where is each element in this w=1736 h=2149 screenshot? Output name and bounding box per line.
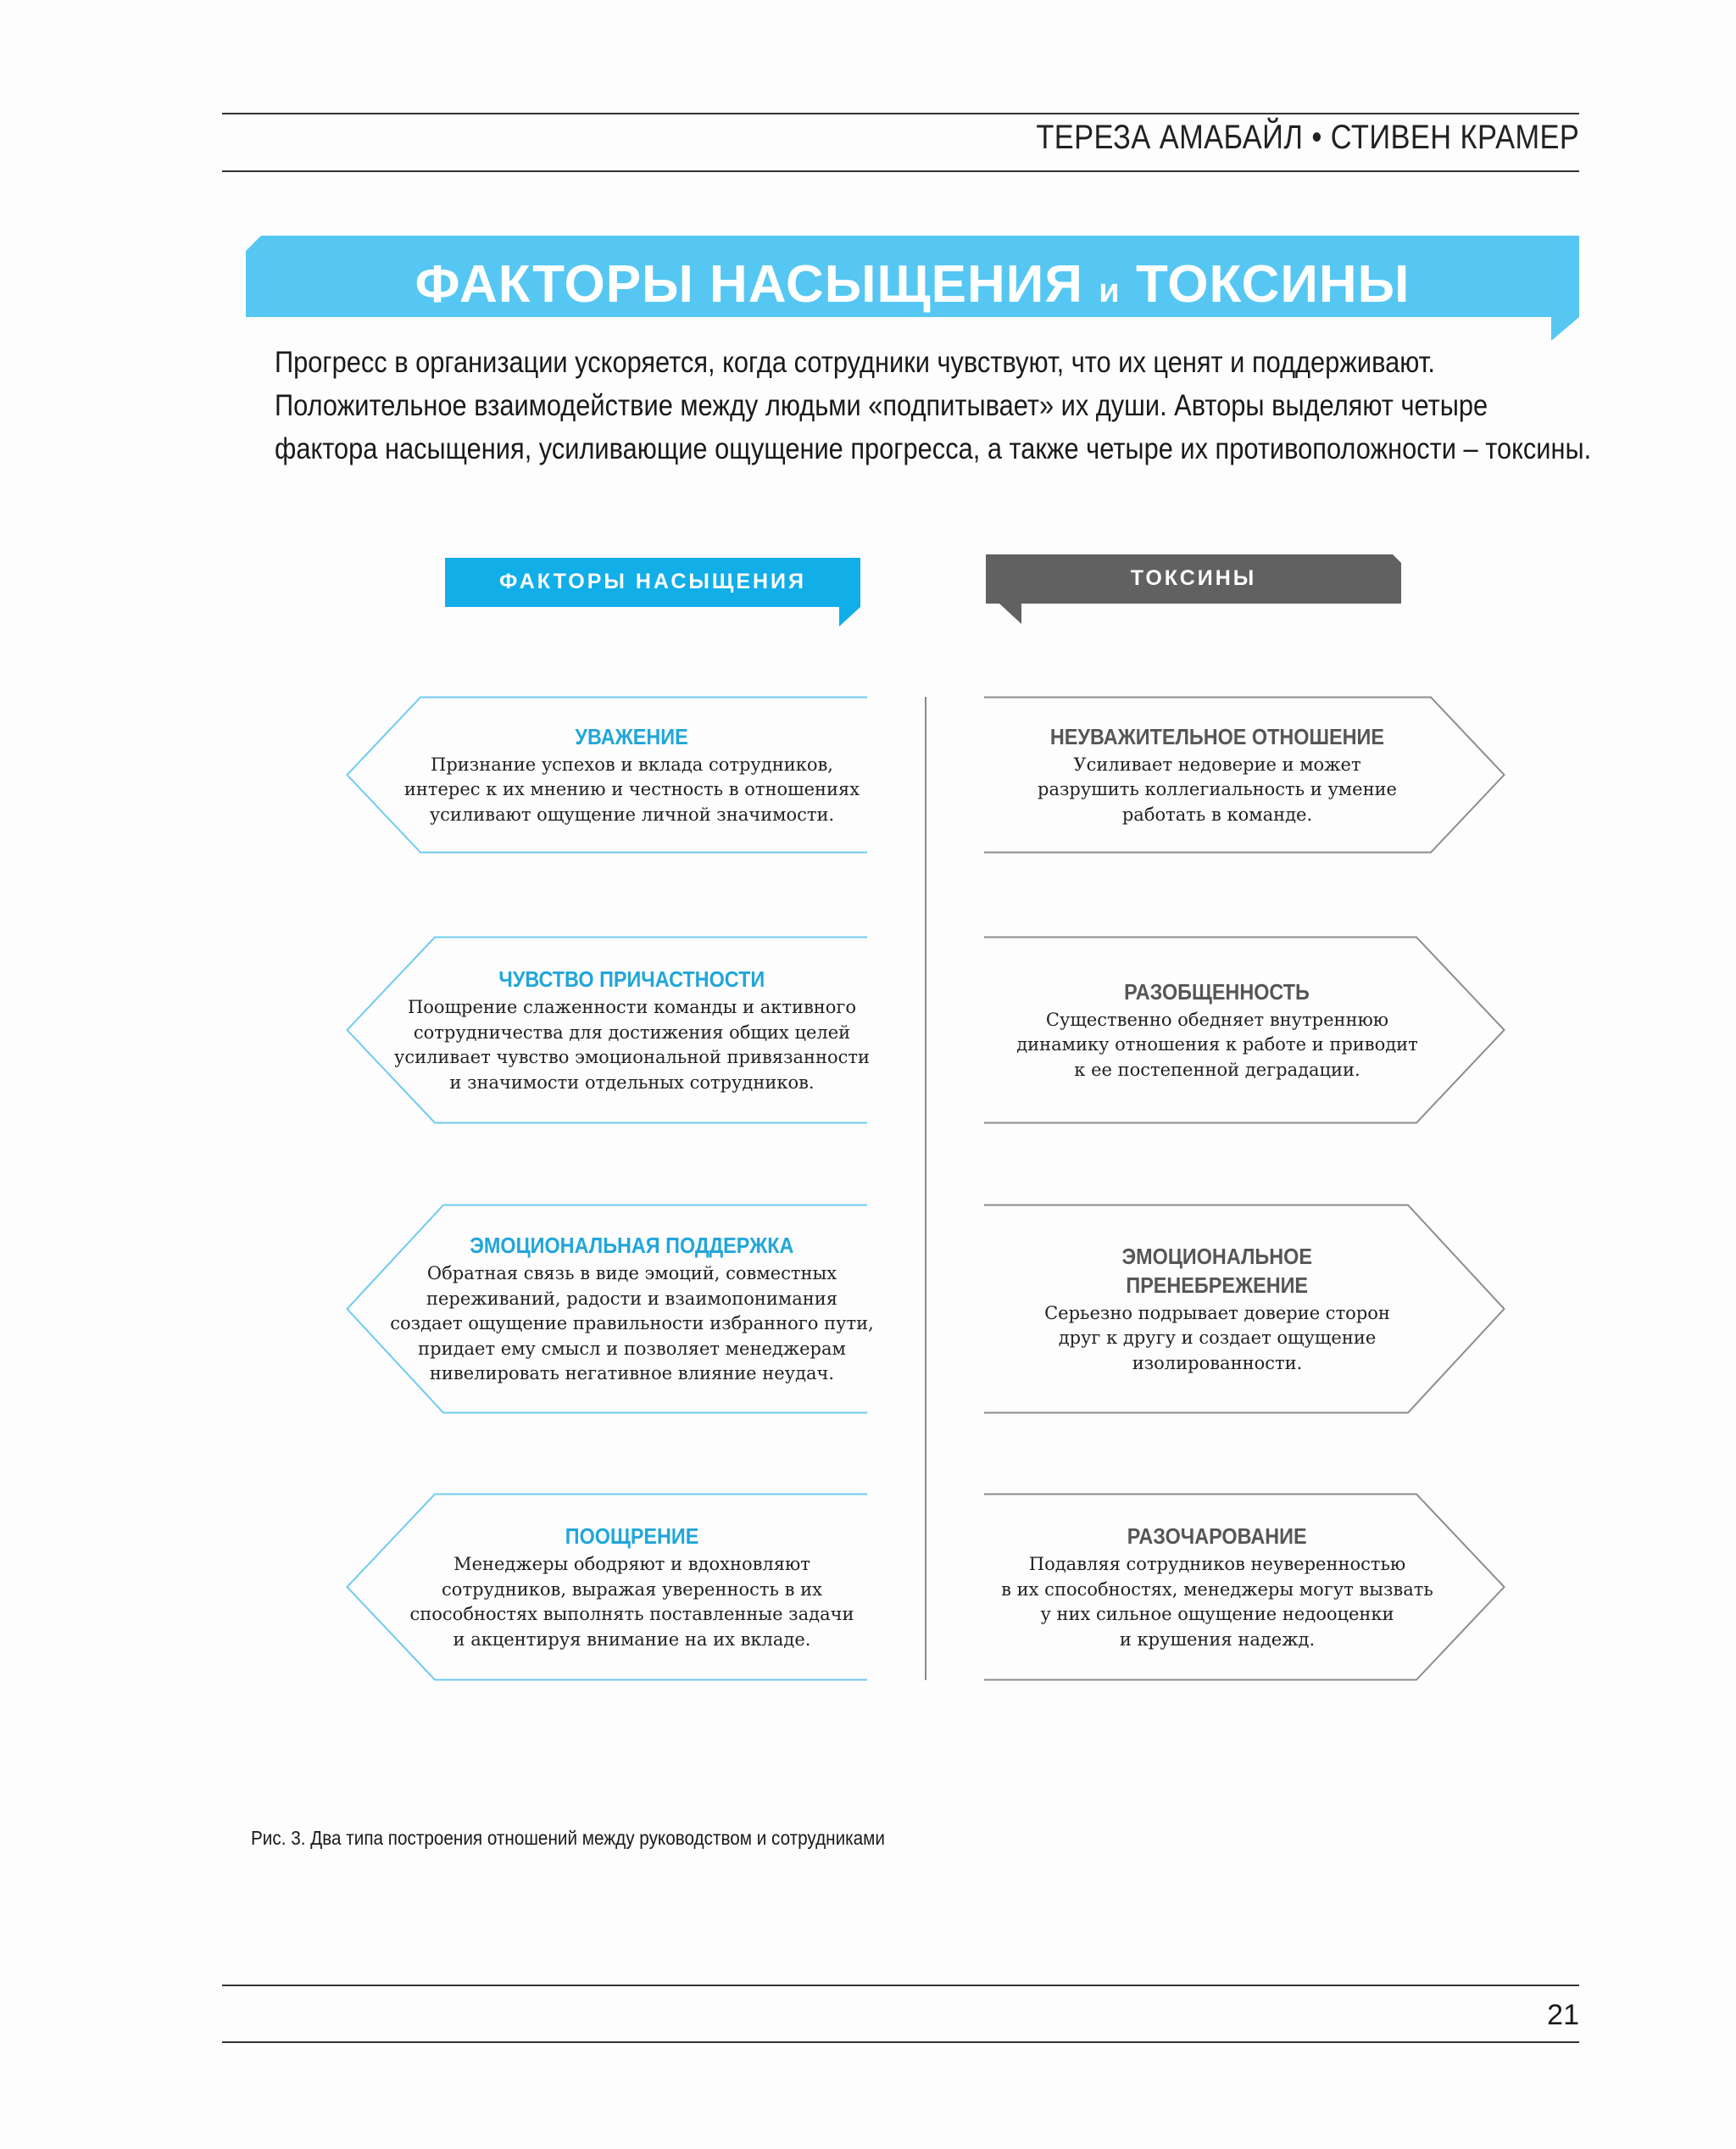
toxin-card-disrespect xyxy=(984,697,1505,853)
card-body-line: способностях выполнять поставленные задачи xyxy=(409,1604,854,1624)
card-title: НЕУВАЖИТЕЛЬНОЕ ОТНОШЕНИЕ xyxy=(1049,723,1385,749)
card-body-line: Усиливает недоверие и может xyxy=(1073,754,1361,775)
card-title-line: ЭМОЦИОНАЛЬНОЕ xyxy=(1121,1243,1313,1269)
intro-paragraph xyxy=(275,341,1597,470)
intro-line: фактора насыщения, усиливающие ощущение прогресса, а также четыре их противоположности – токсины. xyxy=(275,432,1592,465)
running-head: ТЕРЕЗА АМАБАЙЛ • СТИВЕН КРАМЕР xyxy=(1036,119,1579,156)
card-body xyxy=(404,753,860,828)
banner-title-part1: ФАКТОРЫ НАСЫЩЕНИЯ xyxy=(415,255,1083,314)
tab-toxins-label: ТОКСИНЫ xyxy=(1130,566,1257,590)
toxin-card-discouragement xyxy=(984,1494,1505,1680)
card-body xyxy=(1016,1008,1418,1083)
card-body-line: и значимости отдельных сотрудников. xyxy=(449,1072,815,1093)
card-body-line: усиливает чувство эмоциональной привязанности xyxy=(393,1047,871,1067)
card-body-line: в их способностях, менеджеры могут вызвать xyxy=(1001,1578,1433,1600)
card-body xyxy=(394,995,870,1095)
card-body xyxy=(390,1261,874,1387)
figure-caption: Рис. 3. Два типа построения отношений между руководством и сотрудниками xyxy=(251,1827,885,1849)
top-rule-upper xyxy=(222,113,1579,114)
banner-title-part2: ТОКСИНЫ xyxy=(1135,255,1410,314)
card-body-line: придает ему смысл и позволяет менеджерам xyxy=(418,1338,846,1359)
card-body-line: к ее постепенной деградации. xyxy=(1074,1059,1360,1080)
top-rule-lower xyxy=(222,170,1579,172)
card-body xyxy=(1044,1301,1390,1377)
card-body-line: и акцентируя внимание на их вкладе. xyxy=(453,1628,811,1650)
card-title xyxy=(1122,1242,1312,1300)
satiation-card-emotional-support xyxy=(346,1205,874,1413)
card-body-line: Поощрение слаженности команды и активного xyxy=(407,997,857,1017)
card-title: ЧУВСТВО ПРИЧАСТНОСТИ xyxy=(498,966,765,992)
title-banner xyxy=(246,236,1579,341)
tab-satiation-factors xyxy=(445,558,860,629)
card-title: РАЗОБЩЕННОСТЬ xyxy=(1124,978,1310,1005)
bottom-rule-lower xyxy=(222,2041,1579,2043)
card-body-line: переживаний, радости и взаимопонимания xyxy=(426,1288,838,1309)
toxin-card-emotional-neglect xyxy=(984,1205,1505,1413)
card-title: ПООЩРЕНИЕ xyxy=(565,1523,699,1549)
card-body-line: Признание успехов и вклада сотрудников, xyxy=(431,754,833,775)
card-title: УВАЖЕНИЕ xyxy=(575,723,689,749)
card-body-line: интерес к их мнению и честность в отношениях xyxy=(403,779,860,800)
card-body xyxy=(1001,1552,1433,1652)
intro-line: Прогресс в организации ускоряется, когда сотрудники чувствуют, что их ценят и поддерживают. xyxy=(275,346,1435,379)
card-body-line: сотрудников, выражая уверенность в их xyxy=(442,1578,822,1600)
card-title-line: ПРЕНЕБРЕЖЕНИЕ xyxy=(1126,1272,1309,1298)
card-body-line: создает ощущение правильности избранного пути, xyxy=(390,1313,874,1334)
toxin-card-disconnection xyxy=(984,937,1505,1123)
tab-satiation-factors-label: ФАКТОРЫ НАСЫЩЕНИЯ xyxy=(499,570,806,593)
card-body-line: работать в команде. xyxy=(1121,804,1313,825)
banner-title xyxy=(246,254,1579,315)
card-body xyxy=(1038,753,1397,828)
card-body-line: усиливают ощущение личной значимости. xyxy=(429,804,835,825)
card-body-line: Существенно обедняет внутреннюю xyxy=(1045,1009,1389,1030)
card-body-line: нивелировать негативное влияние неудач. xyxy=(429,1363,835,1384)
card-body-line: и крушения надежд. xyxy=(1119,1628,1316,1650)
page-number: 21 xyxy=(1547,1999,1579,2031)
card-body-line: друг к другу и создает ощущение xyxy=(1058,1328,1377,1349)
card-body-line: динамику отношения к работе и приводит xyxy=(1016,1034,1418,1055)
card-body-line: Подавляя сотрудников неуверенностью xyxy=(1028,1554,1406,1574)
intro-line: Положительное взаимодействие между людьми «подпитывает» их души. Авторы выделяют четыре xyxy=(275,389,1488,422)
card-body-line: разрушить коллегиальность и умение xyxy=(1038,779,1397,800)
tab-toxins xyxy=(986,554,1401,626)
card-body-line: Серьезно подрывает доверие сторон xyxy=(1044,1302,1390,1323)
card-title: ЭМОЦИОНАЛЬНАЯ ПОДДЕРЖКА xyxy=(470,1233,794,1259)
satiation-card-respect xyxy=(346,697,867,853)
banner-title-connector: и xyxy=(1099,272,1121,309)
bottom-rule-upper xyxy=(222,1985,1579,1986)
satiation-card-belonging xyxy=(346,937,871,1123)
column-divider xyxy=(925,697,926,1680)
card-body-line: Обратная связь в виде эмоций, совместных xyxy=(426,1263,837,1284)
card-title: РАЗОЧАРОВАНИЕ xyxy=(1127,1523,1307,1549)
card-body-line: Менеджеры ободряют и вдохновляют xyxy=(453,1554,810,1574)
satiation-card-encouragement xyxy=(346,1494,867,1680)
card-body xyxy=(410,1552,854,1652)
card-body-line: изолированности. xyxy=(1132,1352,1303,1373)
card-body-line: сотрудничества для достижения общих целей xyxy=(413,1022,851,1043)
card-body-line: у них сильное ощущение недооценки xyxy=(1040,1604,1394,1624)
